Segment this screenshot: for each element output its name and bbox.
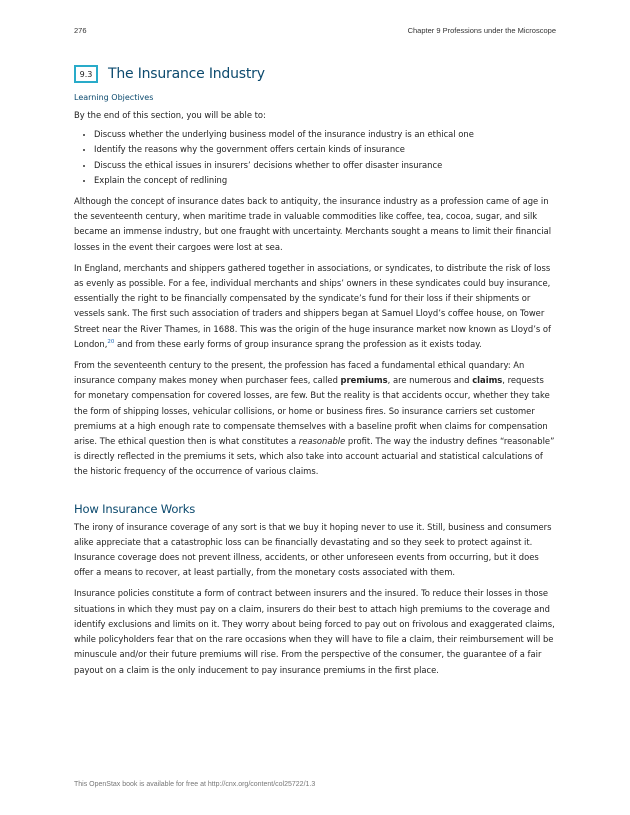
paragraph — [74, 358, 556, 480]
objective-item: • Explain the concept of redlining — [94, 173, 556, 188]
paragraph-text: , are numerous and — [387, 375, 473, 386]
page-header — [74, 26, 556, 38]
page-number: 276 — [74, 26, 87, 35]
paragraph: Although the concept of insurance dates back to antiquity, the insurance industry as a profession came of age in the seventeenth century, when maritime trade in valuable commodities like coffee, tea, cocoa, sugar, and silk became an immense industry, but one fraught with uncertainty. Merchants sought a means to limit their financial losses in the event their cargoes were lost at sea. — [74, 196, 552, 252]
objective-item: • Discuss the ethical issues in insurers’ decisions whether to offer disaster insurance — [94, 158, 556, 173]
learning-objectives-label: Learning Objectives — [74, 93, 154, 102]
section-heading — [74, 63, 556, 85]
key-term: claims — [472, 375, 503, 386]
paragraph-text: profit. The way the industry defines “reasonable” is directly reflected in the premiums it sets, which also take into account actuarial and statistical calculations of the historic frequency of the occurrence of various claims. — [74, 436, 555, 477]
objectives-list — [74, 127, 556, 188]
paragraph-text: From the seventeenth century to the present, the profession has faced a fundamental ethical quandary: An insurance company makes money when purchaser fees, called — [74, 360, 525, 386]
objective-item: • Discuss whether the underlying business model of the insurance industry is an ethical one — [94, 127, 556, 142]
objective-item: • Identify the reasons why the government offers certain kinds of insurance — [94, 142, 556, 157]
section-number-box: 9.3 — [74, 65, 98, 83]
emphasis: reasonable — [298, 436, 346, 447]
paragraph — [74, 261, 556, 352]
footnote-link[interactable]: 20 — [107, 339, 115, 346]
page-footer: This OpenStax book is available for free at http://cnx.org/content/col25722/1.3 — [74, 781, 316, 788]
section-title: The Insurance Industry — [108, 66, 265, 82]
paragraph: Insurance policies constitute a form of contract between insurers and the insured. To reduce their losses in those situations in which they must pay on a claim, insurers do their best to attach high premiums to the coverage and identify exclusions and limits on it. They worry about being forced to pay out on frivolous and exaggerated claims, while policyholders fear that on the rare occasions when they will have to file a claim, their reimbursement will be minuscule and/or their future premiums will rise. From the perspective of the consumer, the guarantee of a fair payout on a claim is the only inducement to pay insurance premiums in the first place. — [74, 588, 555, 675]
paragraph-text: , requests for monetary compensation for covered losses, are few. But the reality is that accidents occur, whether they take the form of shipping losses, vehicular collisions, or home or business fires. So insurance carriers set customer premiums at a high enough rate to compensate themselves with a baseline profit when claims for compensation arise. The ethical question then is what constitutes a — [74, 375, 550, 447]
page-content — [74, 63, 556, 678]
objectives-intro: By the end of this section, you will be able to: — [74, 110, 266, 120]
paragraph-text: In England, merchants and shippers gathered together in associations, or syndicates, to distribute the risk of loss as evenly as possible. For a fee, individual merchants and ships’ owners in these syndicates could buy insurance, essentially the right to be financially compensated by the syndicate’s fund for their loss if their shipments or vessels sank. The first such association of traders and shippers began at Samuel Lloyd’s coffee house, on Tower Street near the River Thames, in 1688. This was the origin of the huge insurance market now known as Lloyd’s of London, — [74, 262, 551, 349]
subsection-title: How Insurance Works — [74, 501, 196, 516]
paragraph-text: and from these early forms of group insurance sprang the profession as it exists today. — [114, 338, 482, 349]
chapter-title: Chapter 9 Professions under the Microscope — [407, 26, 556, 35]
paragraph: The irony of insurance coverage of any sort is that we buy it hoping never to use it. Still, business and consumers alike appreciate that a catastrophic loss can be financially devastating and so they seek to protect against it. Insurance coverage does not prevent illness, accidents, or other unforeseen events from occurring, but it does offer a means to recover, at least partially, from the monetary costs associated with them. — [74, 521, 552, 578]
key-term: premiums — [340, 375, 388, 386]
